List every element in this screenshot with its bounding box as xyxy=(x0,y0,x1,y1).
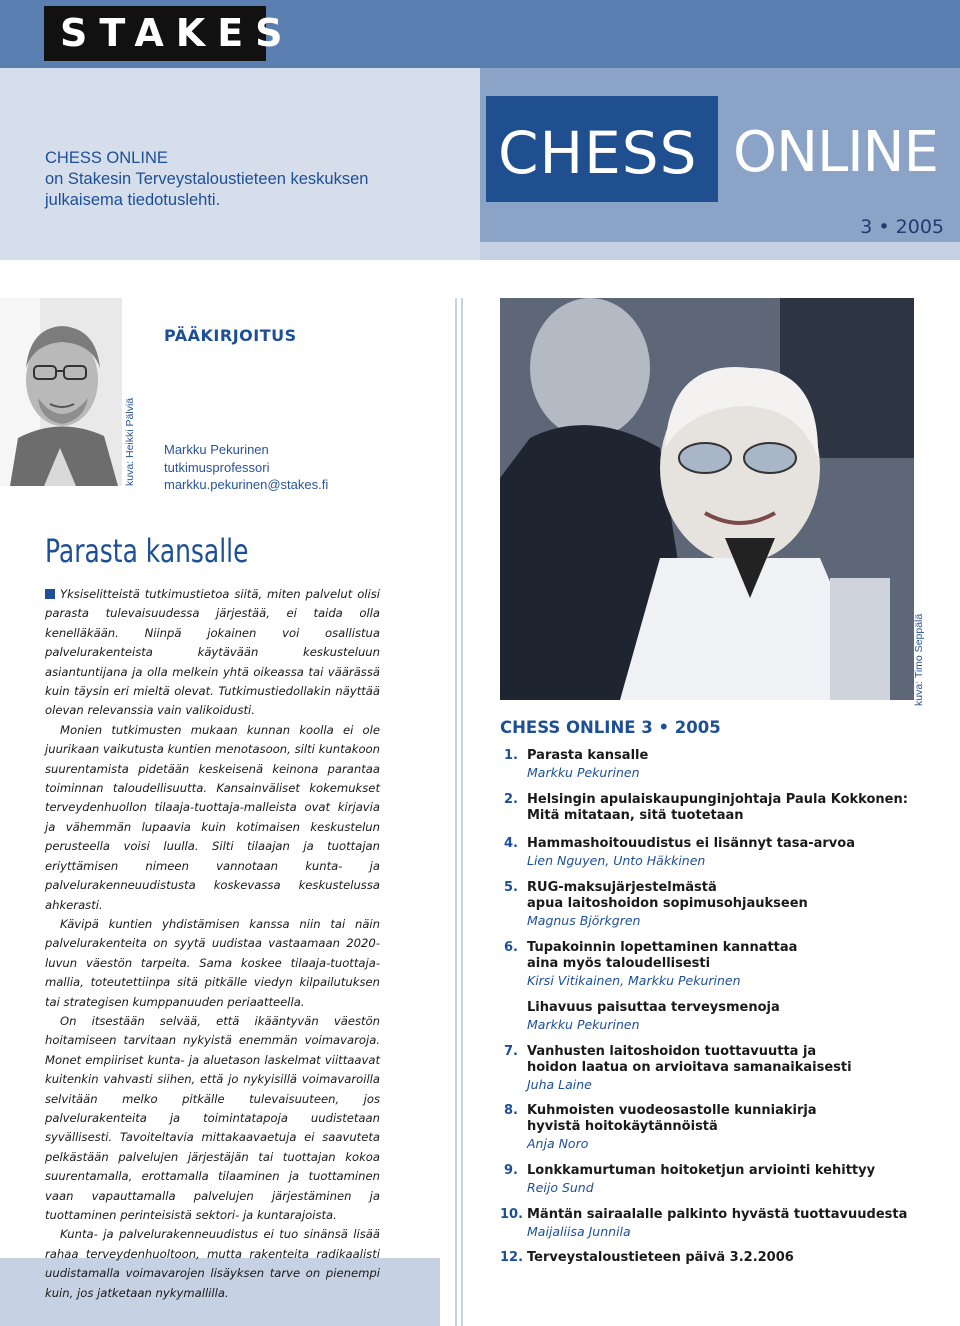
toc-page: 9. xyxy=(504,1163,518,1178)
column-divider xyxy=(461,298,463,1326)
toc-title: Parasta kansalle xyxy=(527,748,649,763)
dancing-couple-illustration xyxy=(500,298,914,700)
toc-title: Kuhmoisten vuodeosastolle kunniakirja hyvistä hoitokäytännöistä xyxy=(527,1103,817,1134)
author-info xyxy=(164,441,328,494)
body-paragraph: On itsestään selvää, että ikääntyvän väestön hoitamiseen tarvitaan nykyistä enemmän voimavaroja. Monet empiiriset kunta- ja aluetason laskelmat viittaavat kuitenkin vahvasti siihen, että jo nykyisillä voimavaroilla selvitään melko pitkälle tulevaisuuteen, jos palvelurakenteita ja toimintatapoja uudistetaan syvällisesti. Tavoiteltavia mittakaavaetuja ei saavuteta pelkästään palvelujen järjestäjän tai tuottajan kokoa suurentamalla, erottamalla tilaaminen ja tuottaminen vaan vapauttamalla palvelujen järjestäminen ja tuottaminen perinteisistä sektori- ja kuntarajoista. xyxy=(45,1013,380,1222)
toc-author: Reijo Sund xyxy=(527,1180,594,1195)
editorial-headline: Parasta kansalle xyxy=(45,532,249,570)
column-divider xyxy=(455,298,457,1326)
intro-line-3: julkaisema tiedotuslehti. xyxy=(45,191,221,209)
intro-line-1: CHESS ONLINE xyxy=(45,149,168,167)
toc-page: 2. xyxy=(504,792,518,807)
editorial-body xyxy=(45,585,380,1303)
toc-author: Markku Pekurinen xyxy=(527,765,640,780)
toc-title: Lonkkamurtuman hoitoketjun arviointi kehittyy xyxy=(527,1163,876,1178)
cover-photo xyxy=(500,298,914,700)
toc-author: Kirsi Vitikainen, Markku Pekurinen xyxy=(527,973,741,988)
toc-title: RUG-maksujärjestelmästä apua laitoshoidon sopimusohjaukseen xyxy=(527,880,808,911)
toc-page: 7. xyxy=(504,1044,518,1059)
body-paragraph: Monien tutkimusten mukaan kunnan koolla ei ole juurikaan vaikutusta kuntien menotasoon, silti kuntakoon suurentamista pidetään keskeisenä keinona parantaa toiminnan taloudellisuutta. Kansainväliset kokemukset terveydenhuollon tilaaja-tuottaja-malleista ovat kirjavia ja vähemmän lupaavia kuin kotimaisen keskustelun perusteella voisi luulla. Silti tilaajan ja tuottajan eriyttämisen nimeen vannotaan kunta- ja palvelurakenneuudistusta koskevassa keskustelussa ahkerasti. xyxy=(45,722,380,912)
body-paragraph: Kunta- ja palvelurakenneuudistus ei tuo sinänsä lisää rahaa terveydenhuoltoon, mutta rakenteita radikaalisti uudistamalla voimavarojen lisäyksen tarve on pienempi kuin, jos jatketaan nykymallilla. xyxy=(45,1227,380,1300)
logo-text: STAKES xyxy=(60,11,295,55)
toc-heading: CHESS ONLINE 3 • 2005 xyxy=(500,718,721,737)
toc-page: 5. xyxy=(504,880,518,895)
intro-text xyxy=(45,148,405,211)
masthead-online: ONLINE xyxy=(733,120,938,185)
author-name: Markku Pekurinen xyxy=(164,442,269,457)
section-label: PÄÄKIRJOITUS xyxy=(164,326,297,345)
toc-page: 12. xyxy=(500,1250,524,1265)
paragraph-marker-icon xyxy=(45,589,55,599)
author-title: tutkimusprofessori xyxy=(164,459,270,475)
toc-author: Lien Nguyen, Unto Häkkinen xyxy=(527,853,706,868)
toc-title: Mäntän sairaalalle palkinto hyvästä tuottavuudesta xyxy=(527,1207,908,1222)
portrait-illustration xyxy=(0,298,122,486)
author-portrait xyxy=(0,298,122,486)
masthead-chess: CHESS xyxy=(498,119,698,187)
toc-author: Anja Noro xyxy=(527,1136,589,1151)
author-email[interactable]: markku.pekurinen@stakes.fi xyxy=(164,477,329,492)
toc-author: Juha Laine xyxy=(527,1077,592,1092)
body-paragraph: Yksiselitteistä tutkimustietoa siitä, miten palvelut olisi parasta tulevaisuudessa järjestää, ei taida olla kenelläkään. Niinpä jokainen voi osallistua palvelurakenteista käytävään keskusteluun asiantuntijana ja olla melkein yhtä oikeassa tai väärässä kuin täysin eri mieltä olevat. Tutkimustiedollakin näyttää olevan relevanssia vain valikoidusti. xyxy=(45,587,380,718)
toc-author: Markku Pekurinen xyxy=(527,1017,640,1032)
toc-page: 8. xyxy=(504,1103,518,1118)
toc-page: 10. xyxy=(500,1207,524,1222)
toc-page: 6. xyxy=(504,940,518,955)
intro-line-2: on Stakesin Terveystaloustieteen keskuksen xyxy=(45,170,369,188)
portrait-credit: kuva: Heikki Pälviä xyxy=(124,397,136,486)
issue-number: 3 • 2005 xyxy=(860,216,944,238)
toc-title: Lihavuus paisuttaa terveysmenoja xyxy=(527,1000,780,1015)
toc-title: Helsingin apulaiskaupunginjohtaja Paula Kokkonen: Mitä mitataan, sitä tuotetaan xyxy=(527,792,908,823)
toc-page: 4. xyxy=(504,836,518,851)
toc-title: Vanhusten laitoshoidon tuottavuutta ja hoidon laatua on arvioitava samanaikaisesti xyxy=(527,1044,852,1075)
toc-author: Maijaliisa Junnila xyxy=(527,1224,631,1239)
toc-author: Magnus Björkgren xyxy=(527,913,641,928)
toc-title: Terveystaloustieteen päivä 3.2.2006 xyxy=(527,1250,794,1265)
stakes-logo[interactable] xyxy=(44,6,295,61)
cover-photo-credit: kuva: Timo Seppälä xyxy=(913,613,925,706)
toc-page: 1. xyxy=(504,748,518,763)
body-paragraph: Kävipä kuntien yhdistämisen kanssa niin tai näin palvelurakenteita on syytä uudistaa vastaamaan 2020-luvun väestön tarpeita. Sama koskee tilaaja-tuottaja-mallia, toteutettiinpa sitä pitkälle viedyn kilpailutuksen tai strategisen kumppanuuden periaatteella. xyxy=(45,916,380,1009)
toc-title: Tupakoinnin lopettaminen kannattaa aina myös taloudellisesti xyxy=(527,940,798,971)
toc-title: Hammashoitouudistus ei lisännyt tasa-arvoa xyxy=(527,836,855,851)
